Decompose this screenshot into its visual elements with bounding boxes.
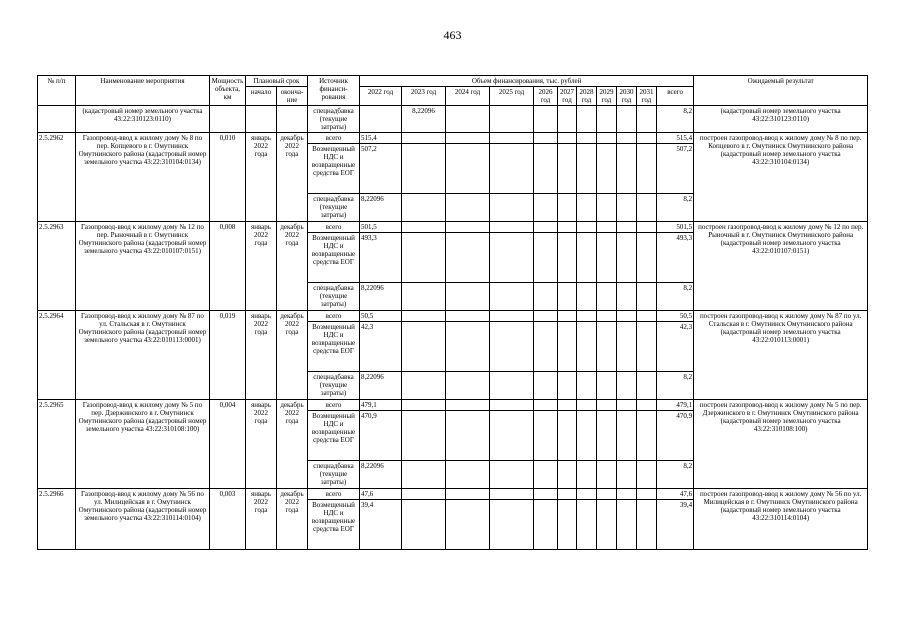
empty-cell xyxy=(617,133,637,144)
empty-cell xyxy=(617,461,637,489)
page-number: 463 xyxy=(443,28,462,42)
item-value-2022: 493,3 xyxy=(360,233,402,283)
empty-cell xyxy=(446,133,490,144)
empty-cell xyxy=(446,322,490,372)
empty-cell xyxy=(402,500,446,550)
item-end: декабрь 2022 года xyxy=(277,489,308,550)
empty-cell xyxy=(534,489,558,500)
empty-cell xyxy=(534,311,558,322)
header-period-start: начало xyxy=(246,87,277,106)
empty-cell xyxy=(490,372,534,400)
empty-cell xyxy=(402,400,446,411)
item-total: 515,4 xyxy=(657,133,694,144)
empty-cell xyxy=(402,133,446,144)
empty-cell xyxy=(597,222,617,233)
empty-cell xyxy=(597,144,617,194)
empty-cell xyxy=(637,194,657,222)
empty-cell xyxy=(534,400,558,411)
item-number: 2.5.2965 xyxy=(38,400,76,489)
empty-cell xyxy=(617,400,637,411)
item-total: 8,2 xyxy=(657,283,694,311)
empty-cell xyxy=(617,311,637,322)
empty-cell xyxy=(490,489,534,500)
empty-cell xyxy=(446,311,490,322)
item-total: 470,9 xyxy=(657,411,694,461)
item-capacity: 0,008 xyxy=(210,222,246,311)
item-total: 479,1 xyxy=(657,400,694,411)
empty-cell xyxy=(637,133,657,144)
empty-cell xyxy=(577,283,597,311)
empty-cell xyxy=(577,411,597,461)
empty-cell xyxy=(490,194,534,222)
item-value-2022: 470,9 xyxy=(360,411,402,461)
header-source: Источник финанси-рования xyxy=(308,76,360,106)
item-start: январь 2022 года xyxy=(246,400,277,489)
empty-cell xyxy=(577,500,597,550)
item-number: 2.5.2964 xyxy=(38,311,76,400)
empty-cell xyxy=(446,489,490,500)
header-year: 2030 год xyxy=(617,87,637,106)
header-year: 2023 год xyxy=(402,87,446,106)
header-result: Ожидаемый результат xyxy=(694,76,868,106)
empty-cell xyxy=(558,144,577,194)
empty-cell xyxy=(558,500,577,550)
item-number: 2.5.2966 xyxy=(38,489,76,550)
empty-cell xyxy=(534,500,558,550)
empty-cell xyxy=(558,372,577,400)
empty-cell xyxy=(446,222,490,233)
empty-cell xyxy=(617,322,637,372)
empty-cell xyxy=(597,400,617,411)
item-total: 507,2 xyxy=(657,144,694,194)
empty-cell xyxy=(402,222,446,233)
header-volume: Объем финансирования, тыс. рублей xyxy=(360,76,694,87)
header-year: 2029 год xyxy=(597,87,617,106)
header-year: 2024 год xyxy=(446,87,490,106)
item-total: 39,4 xyxy=(657,500,694,550)
empty-cell xyxy=(558,489,577,500)
item-end: декабрь 2022 года xyxy=(277,222,308,311)
item-capacity: 0,004 xyxy=(210,400,246,489)
empty-cell xyxy=(402,311,446,322)
empty-cell xyxy=(402,283,446,311)
item-name: Газопровод-ввод к жилому дому № 87 по ул. Стальская в г. Омутнинск Омутнинского района (кадастровый номер земельного участка 43:22:010113:0001) xyxy=(76,311,210,400)
item-number: 2.5.2962 xyxy=(38,133,76,222)
header-year: 2022 год xyxy=(360,87,402,106)
item-source: спецнадбавка (текущие затраты) xyxy=(308,372,360,400)
item-value-2022: 50,5 xyxy=(360,311,402,322)
empty-cell xyxy=(577,133,597,144)
header-period-end: оконча-ние xyxy=(277,87,308,106)
item-end: декабрь 2022 года xyxy=(277,400,308,489)
empty-cell xyxy=(446,283,490,311)
empty-cell xyxy=(597,372,617,400)
empty-cell xyxy=(577,144,597,194)
empty-cell xyxy=(617,222,637,233)
empty-cell xyxy=(577,222,597,233)
table-row xyxy=(38,222,868,233)
item-source: Возмещенный НДС и возвращенные средства ЕОГ xyxy=(308,411,360,461)
item-total: 501,5 xyxy=(657,222,694,233)
item-source: всего xyxy=(308,400,360,411)
header-year: 2028 год xyxy=(577,87,597,106)
empty-cell xyxy=(402,194,446,222)
item-total: 47,6 xyxy=(657,489,694,500)
item-start: январь 2022 года xyxy=(246,311,277,400)
item-total: 8,2 xyxy=(657,372,694,400)
table-row xyxy=(38,133,868,144)
empty-cell xyxy=(490,411,534,461)
empty-cell xyxy=(577,194,597,222)
empty-cell xyxy=(402,489,446,500)
item-result: построен газопровод-ввод к жилому дому № 56 по ул. Милицейская в г. Омутнинск Омутнинского района (кадастровый номер земельного участка 43:22:310114:0104) xyxy=(694,489,868,550)
item-source: всего xyxy=(308,489,360,500)
item-capacity: 0,019 xyxy=(210,311,246,400)
item-end: декабрь 2022 года xyxy=(277,311,308,400)
empty-cell xyxy=(637,489,657,500)
item-result: построен газопровод-ввод к жилому дому № 87 по ул. Стальская в г. Омутнинск Омутнинского района (кадастровый номер земельного участка 43:22:010113:0001) xyxy=(694,311,868,400)
empty-cell xyxy=(490,500,534,550)
item-capacity: 0,010 xyxy=(210,133,246,222)
empty-cell xyxy=(637,400,657,411)
empty-cell xyxy=(597,461,617,489)
empty-cell xyxy=(490,400,534,411)
item-name: Газопровод-ввод к жилому дому № 8 по пер. Копцевого в г. Омутнинск Омутнинского района (кадастровый номер земельного участка 43:22:310104:0134) xyxy=(76,133,210,222)
empty-cell xyxy=(577,461,597,489)
item-total: 50,5 xyxy=(657,311,694,322)
empty-cell xyxy=(637,144,657,194)
empty-cell xyxy=(597,322,617,372)
top-row-name: (кадастровый номер земельного участка 43:22:310123:0110) xyxy=(76,106,210,133)
table-row xyxy=(38,400,868,411)
empty-cell xyxy=(577,400,597,411)
empty-cell xyxy=(637,500,657,550)
empty-cell xyxy=(597,133,617,144)
empty-cell xyxy=(490,222,534,233)
empty-cell xyxy=(577,311,597,322)
item-total: 493,3 xyxy=(657,233,694,283)
empty-cell xyxy=(534,194,558,222)
item-value-2022: 47,6 xyxy=(360,489,402,500)
item-value-2022: 8,22096 xyxy=(360,194,402,222)
item-name: Газопровод-ввод к жилому дому № 56 по ул. Милицейская в г. Омутнинск Омутнинского района (кадастровый номер земельного участка 43:22:310114:0104) xyxy=(76,489,210,550)
empty-cell xyxy=(597,311,617,322)
empty-cell xyxy=(534,222,558,233)
top-row-source: спецнадбавка (текущие затраты) xyxy=(308,106,360,133)
empty-cell xyxy=(446,144,490,194)
item-source: спецнадбавка (текущие затраты) xyxy=(308,283,360,311)
empty-cell xyxy=(446,194,490,222)
empty-cell xyxy=(534,144,558,194)
empty-cell xyxy=(558,461,577,489)
top-row-2023: 8,22096 xyxy=(402,106,446,133)
empty-cell xyxy=(637,411,657,461)
empty-cell xyxy=(446,372,490,400)
empty-cell xyxy=(534,461,558,489)
table-row xyxy=(38,106,868,133)
empty-cell xyxy=(637,372,657,400)
empty-cell xyxy=(597,233,617,283)
empty-cell xyxy=(490,322,534,372)
empty-cell xyxy=(446,411,490,461)
empty-cell xyxy=(597,194,617,222)
header-capacity: Мощность объекта, км xyxy=(210,76,246,106)
item-start: январь 2022 года xyxy=(246,222,277,311)
item-source: всего xyxy=(308,311,360,322)
empty-cell xyxy=(617,372,637,400)
item-source: Возмещенный НДС и возвращенные средства ЕОГ xyxy=(308,144,360,194)
empty-cell xyxy=(402,411,446,461)
top-row-total: 8,2 xyxy=(657,106,694,133)
header-name: Наименование мероприятия xyxy=(76,76,210,106)
item-value-2022: 8,22096 xyxy=(360,283,402,311)
item-result: построен газопровод-ввод к жилому дому № 12 по пер. Рыночный в г. Омутнинск Омутнинского района (кадастровый номер земельного участка 43:22:010107:0151) xyxy=(694,222,868,311)
header-year: 2031 год xyxy=(637,87,657,106)
empty-cell xyxy=(637,283,657,311)
empty-cell xyxy=(617,283,637,311)
empty-cell xyxy=(446,500,490,550)
empty-cell xyxy=(490,311,534,322)
item-value-2022: 501,5 xyxy=(360,222,402,233)
empty-cell xyxy=(617,500,637,550)
empty-cell xyxy=(402,322,446,372)
header-period: Плановый срок xyxy=(246,76,308,87)
empty-cell xyxy=(490,461,534,489)
item-source: Возмещенный НДС и возвращенные средства ЕОГ xyxy=(308,322,360,372)
empty-cell xyxy=(577,233,597,283)
empty-cell xyxy=(446,400,490,411)
empty-cell xyxy=(490,133,534,144)
empty-cell xyxy=(577,322,597,372)
item-value-2022: 515,4 xyxy=(360,133,402,144)
empty-cell xyxy=(617,194,637,222)
empty-cell xyxy=(534,283,558,311)
table-row xyxy=(38,489,868,500)
item-number: 2.5.2963 xyxy=(38,222,76,311)
empty-cell xyxy=(577,372,597,400)
item-total: 8,2 xyxy=(657,194,694,222)
header-num: № п/п xyxy=(38,76,76,106)
empty-cell xyxy=(577,489,597,500)
item-source: Возмещенный НДС и возвращенные средства ЕОГ xyxy=(308,500,360,550)
item-value-2022: 42,3 xyxy=(360,322,402,372)
empty-cell xyxy=(534,411,558,461)
item-source: спецнадбавка (текущие затраты) xyxy=(308,194,360,222)
empty-cell xyxy=(558,222,577,233)
table-row xyxy=(38,311,868,322)
item-start: январь 2022 года xyxy=(246,489,277,550)
empty-cell xyxy=(637,233,657,283)
item-source: всего xyxy=(308,222,360,233)
empty-cell xyxy=(534,233,558,283)
item-value-2022: 8,22096 xyxy=(360,461,402,489)
top-row-result: (кадастровый номер земельного участка 43:22:310123:0110) xyxy=(694,106,868,133)
empty-cell xyxy=(637,461,657,489)
item-source: всего xyxy=(308,133,360,144)
item-end: декабрь 2022 года xyxy=(277,133,308,222)
empty-cell xyxy=(597,283,617,311)
item-total: 8,2 xyxy=(657,461,694,489)
empty-cell xyxy=(558,411,577,461)
empty-cell xyxy=(617,233,637,283)
item-name: Газопровод-ввод к жилому дому № 5 по пер. Дзержинского в г. Омутнинск Омутнинского района (кадастровый номер земельного участка 43:22:310108:100) xyxy=(76,400,210,489)
item-source: спецнадбавка (текущие затраты) xyxy=(308,461,360,489)
item-capacity: 0,003 xyxy=(210,489,246,550)
empty-cell xyxy=(402,372,446,400)
empty-cell xyxy=(402,144,446,194)
item-start: январь 2022 года xyxy=(246,133,277,222)
item-value-2022: 39,4 xyxy=(360,500,402,550)
header-year: 2027 год xyxy=(558,87,577,106)
item-value-2022: 8,22096 xyxy=(360,372,402,400)
empty-cell xyxy=(617,411,637,461)
empty-cell xyxy=(558,133,577,144)
empty-cell xyxy=(534,372,558,400)
item-source: Возмещенный НДС и возвращенные средства ЕОГ xyxy=(308,233,360,283)
item-result: построен газопровод-ввод к жилому дому № 5 по пер. Дзержинского в г. Омутнинск Омутнинского района (кадастровый номер земельного участка 43:22:310108:100) xyxy=(694,400,868,489)
empty-cell xyxy=(402,461,446,489)
header-year: 2026 год xyxy=(534,87,558,106)
empty-cell xyxy=(558,194,577,222)
financing-table xyxy=(37,75,868,550)
empty-cell xyxy=(490,233,534,283)
empty-cell xyxy=(558,311,577,322)
empty-cell xyxy=(558,322,577,372)
empty-cell xyxy=(617,489,637,500)
empty-cell xyxy=(597,411,617,461)
header-year: всего xyxy=(657,87,694,106)
empty-cell xyxy=(490,283,534,311)
empty-cell xyxy=(617,144,637,194)
item-name: Газопровод-ввод к жилому дому № 12 по пер. Рыночный в г. Омутнинск Омутнинского района (кадастровый номер земельного участка 43:22:010107:0151) xyxy=(76,222,210,311)
empty-cell xyxy=(534,322,558,372)
item-total: 42,3 xyxy=(657,322,694,372)
item-value-2022: 479,1 xyxy=(360,400,402,411)
empty-cell xyxy=(446,461,490,489)
empty-cell xyxy=(637,222,657,233)
empty-cell xyxy=(637,322,657,372)
empty-cell xyxy=(402,233,446,283)
item-value-2022: 507,2 xyxy=(360,144,402,194)
empty-cell xyxy=(534,133,558,144)
empty-cell xyxy=(490,144,534,194)
item-result: построен газопровод-ввод к жилому дому № 8 по пер. Копцевого в г. Омутнинск Омутнинского района (кадастровый номер земельного участка 43:22:310104:0134) xyxy=(694,133,868,222)
empty-cell xyxy=(597,500,617,550)
empty-cell xyxy=(446,233,490,283)
empty-cell xyxy=(558,283,577,311)
header-year: 2025 год xyxy=(490,87,534,106)
empty-cell xyxy=(597,489,617,500)
empty-cell xyxy=(558,233,577,283)
empty-cell xyxy=(637,311,657,322)
empty-cell xyxy=(558,400,577,411)
